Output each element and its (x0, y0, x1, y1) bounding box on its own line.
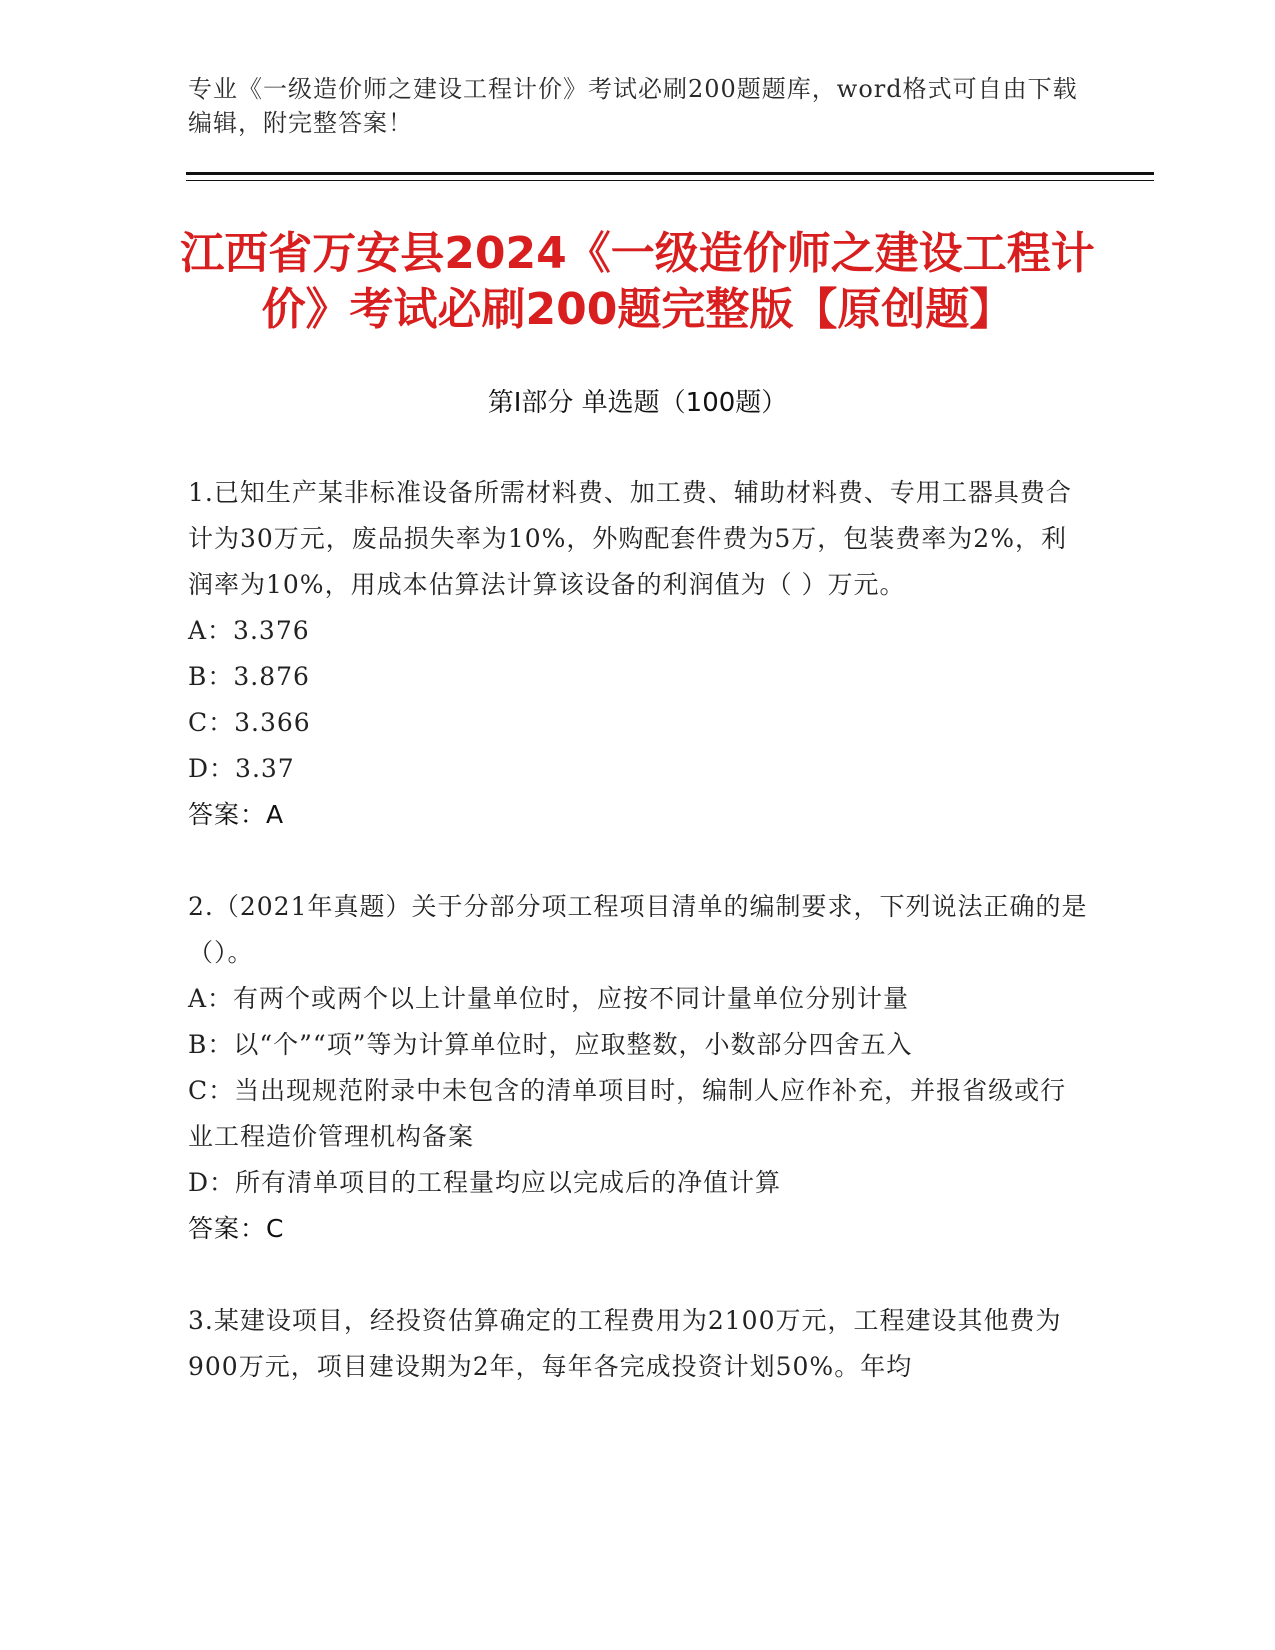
header-divider-thin (186, 180, 1154, 181)
option-a: A：有两个或两个以上计量单位时，应按不同计量单位分别计量 (188, 984, 910, 1013)
option-a: A：3.376 (188, 616, 310, 645)
option-d: D：3.37 (188, 754, 295, 783)
question-1 (188, 470, 1088, 838)
question-stem: 2.（2021年真题）关于分部分项工程项目清单的编制要求，下列说法正确的是（）。 (188, 892, 1088, 967)
question-stem: 1.已知生产某非标准设备所需材料费、加工费、辅助材料费、专用工器具费合计为30万元，废品损失率为10%，外购配套件费为5万，包装费率为2%，利润率为10%，用成本估算法计算该设备的利润值为（ ）万元。 (188, 478, 1072, 599)
question-stem: 3.某建设项目，经投资估算确定的工程费用为2100万元，工程建设其他费为900万元，项目建设期为2年，每年各完成投资计划50%。年均 (188, 1306, 1062, 1381)
answer: 答案：A (188, 800, 285, 829)
question-3 (188, 1298, 1088, 1390)
header-divider-thick (186, 172, 1154, 175)
question-2 (188, 884, 1088, 1252)
answer: 答案：C (188, 1214, 285, 1243)
section-heading: 第I部分 单选题（100题） (487, 388, 788, 418)
option-b: B：以“个”“项”等为计算单位时，应取整数，小数部分四舍五入 (188, 1030, 913, 1059)
option-d: D：所有清单项目的工程量均应以完成后的净值计算 (188, 1168, 782, 1197)
option-b: B：3.876 (188, 662, 310, 691)
question-list (188, 470, 1088, 1436)
option-c: C：当出现规范附录中未包含的清单项目时，编制人应作补充，并报省级或行业工程造价管理机构备案 (188, 1076, 1067, 1151)
header-note: 专业《一级造价师之建设工程计价》考试必刷200题题库，word格式可自由下载编辑，附完整答案！ (188, 75, 1078, 137)
option-c: C：3.366 (188, 708, 311, 737)
document-title: 江西省万安县2024《一级造价师之建设工程计价》考试必刷200题完整版【原创题】 (180, 228, 1095, 335)
